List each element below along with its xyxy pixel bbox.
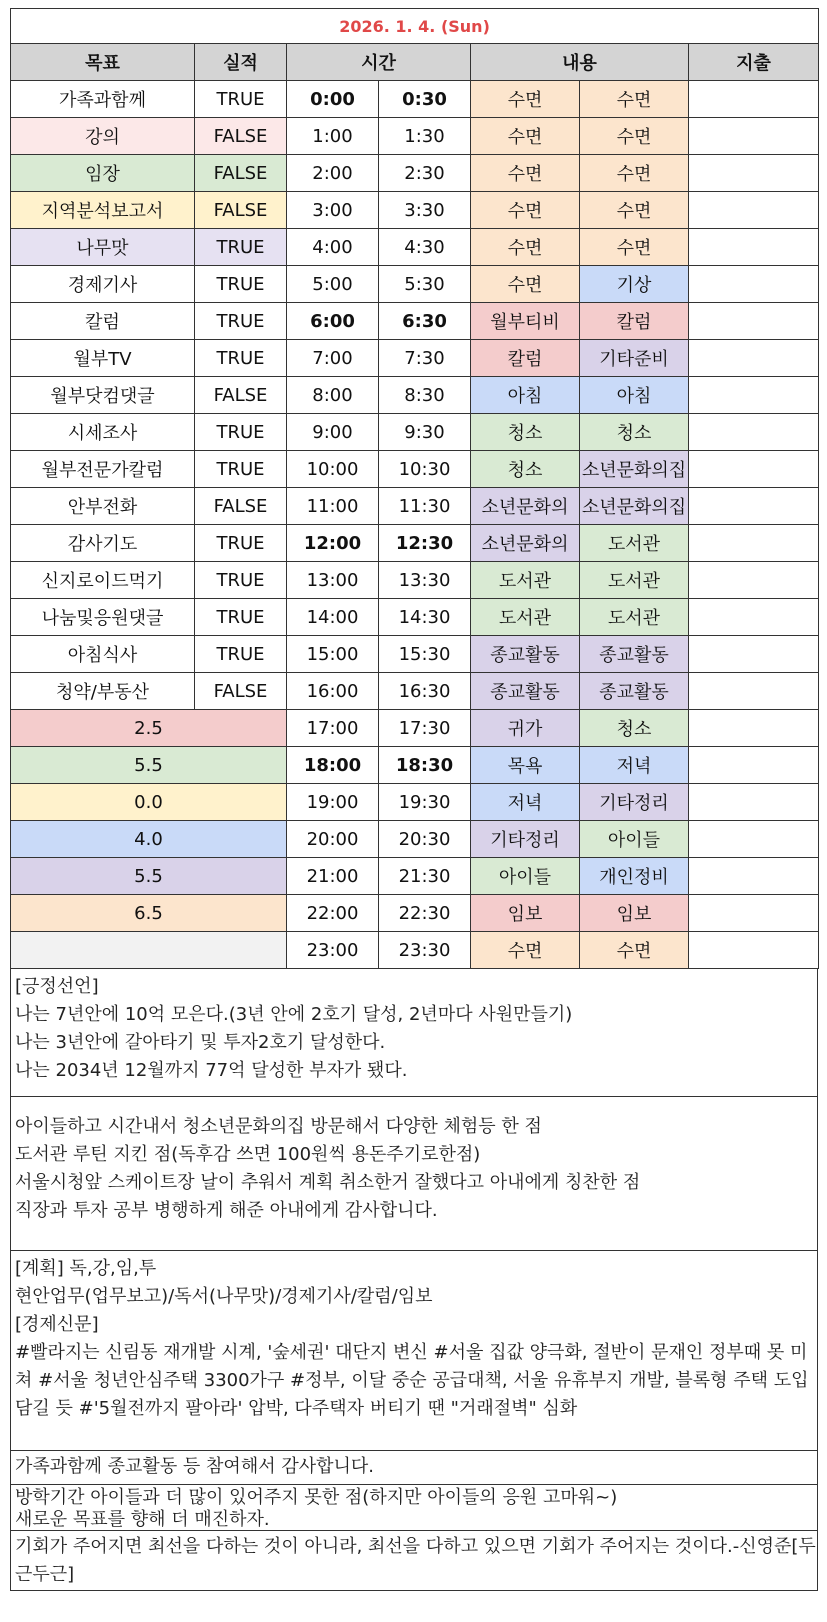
pledge-note[interactable]	[10, 969, 818, 1097]
activity-first-half[interactable]: 임보	[471, 895, 580, 932]
activity-second-half[interactable]: 종교활동	[580, 673, 689, 710]
activity-second-half[interactable]: 종교활동	[580, 636, 689, 673]
time-half-cell[interactable]: 11:30	[379, 488, 471, 525]
goal-cell[interactable]: 월부닷컴댓글	[11, 377, 195, 414]
expense-cell[interactable]	[689, 266, 819, 303]
activity-first-half[interactable]: 목욕	[471, 747, 580, 784]
activity-second-half[interactable]: 도서관	[580, 599, 689, 636]
time-start-cell[interactable]: 20:00	[287, 821, 379, 858]
expense-cell[interactable]	[689, 192, 819, 229]
activity-first-half[interactable]: 아침	[471, 377, 580, 414]
result-cell[interactable]: FALSE	[195, 377, 287, 414]
activity-second-half[interactable]: 수면	[580, 155, 689, 192]
activity-first-half[interactable]: 종교활동	[471, 636, 580, 673]
header-expense[interactable]: 지출	[689, 44, 819, 81]
schedule-row	[11, 118, 819, 155]
time-start-cell[interactable]: 1:00	[287, 118, 379, 155]
activity-first-half[interactable]: 수면	[471, 932, 580, 969]
header-content[interactable]: 내용	[471, 44, 689, 81]
expense-cell[interactable]	[689, 155, 819, 192]
time-half-cell[interactable]: 3:30	[379, 192, 471, 229]
time-start-cell[interactable]: 13:00	[287, 562, 379, 599]
time-half-cell[interactable]: 17:30	[379, 710, 471, 747]
expense-cell[interactable]	[689, 340, 819, 377]
time-start-cell[interactable]: 11:00	[287, 488, 379, 525]
activity-first-half[interactable]: 월부티비	[471, 303, 580, 340]
result-cell[interactable]: FALSE	[195, 673, 287, 710]
schedule-row	[11, 229, 819, 266]
pledge-line: 나는 7년안에 10억 모은다.(3년 안에 2호기 달성, 2년마다 사원만들기)	[15, 1004, 573, 1025]
time-start-cell[interactable]: 7:00	[287, 340, 379, 377]
result-cell[interactable]: FALSE	[195, 118, 287, 155]
summary-cell[interactable]	[11, 932, 287, 969]
thanks-line: 도서관 루틴 지킨 점(독후감 쓰면 100원씩 용돈주기로한점)	[15, 1144, 481, 1165]
schedule-row	[11, 673, 819, 710]
time-half-cell[interactable]: 0:30	[379, 81, 471, 118]
time-half-cell[interactable]: 9:30	[379, 414, 471, 451]
time-start-cell[interactable]: 0:00	[287, 81, 379, 118]
result-cell[interactable]: TRUE	[195, 229, 287, 266]
activity-second-half[interactable]: 저녁	[580, 747, 689, 784]
result-cell[interactable]: TRUE	[195, 599, 287, 636]
summary-cell[interactable]: 0.0	[11, 784, 287, 821]
expense-cell[interactable]	[689, 747, 819, 784]
schedule-row	[11, 784, 819, 821]
schedule-row	[11, 747, 819, 784]
activity-first-half[interactable]: 도서관	[471, 562, 580, 599]
activity-first-half[interactable]: 저녁	[471, 784, 580, 821]
result-cell[interactable]: TRUE	[195, 562, 287, 599]
plan-line: [계획] 독,강,임,투	[15, 1258, 157, 1279]
expense-cell[interactable]	[689, 562, 819, 599]
schedule-row	[11, 81, 819, 118]
result-cell[interactable]: TRUE	[195, 81, 287, 118]
activity-second-half[interactable]: 수면	[580, 118, 689, 155]
schedule-row	[11, 895, 819, 932]
time-start-cell[interactable]: 15:00	[287, 636, 379, 673]
goal-cell[interactable]: 안부전화	[11, 488, 195, 525]
time-half-cell[interactable]: 16:30	[379, 673, 471, 710]
schedule-row	[11, 710, 819, 747]
pledge-line: [긍정선언]	[15, 976, 99, 997]
time-half-cell[interactable]: 6:30	[379, 303, 471, 340]
result-cell[interactable]: FALSE	[195, 155, 287, 192]
daily-planner-sheet	[10, 8, 818, 1591]
schedule-table	[10, 8, 819, 969]
activity-first-half[interactable]: 수면	[471, 266, 580, 303]
expense-cell[interactable]	[689, 303, 819, 340]
summary-cell[interactable]: 6.5	[11, 895, 287, 932]
summary-cell[interactable]: 4.0	[11, 821, 287, 858]
time-start-cell[interactable]: 6:00	[287, 303, 379, 340]
reflection-line: 새로운 목표를 향해 더 매진하자.	[15, 1509, 270, 1530]
plan-line: 현안업무(업무보고)/독서(나무맛)/경제기사/칼럼/임보	[15, 1286, 433, 1307]
activity-second-half[interactable]: 수면	[580, 192, 689, 229]
thanks-line: 아이들하고 시간내서 청소년문화의집 방문해서 다양한 체험등 한 점	[15, 1116, 542, 1137]
goal-cell[interactable]: 나무맛	[11, 229, 195, 266]
schedule-row	[11, 451, 819, 488]
time-start-cell[interactable]: 3:00	[287, 192, 379, 229]
schedule-row	[11, 636, 819, 673]
plan-line: [경제신문]	[15, 1314, 99, 1335]
time-half-cell[interactable]: 4:30	[379, 229, 471, 266]
expense-cell[interactable]	[689, 377, 819, 414]
goal-cell[interactable]: 시세조사	[11, 414, 195, 451]
expense-cell[interactable]	[689, 710, 819, 747]
activity-first-half[interactable]: 종교활동	[471, 673, 580, 710]
quote-note[interactable]	[10, 1531, 818, 1591]
time-start-cell[interactable]: 18:00	[287, 747, 379, 784]
activity-second-half[interactable]: 청소	[580, 710, 689, 747]
time-half-cell[interactable]: 15:30	[379, 636, 471, 673]
expense-cell[interactable]	[689, 599, 819, 636]
goal-cell[interactable]: 경제기사	[11, 266, 195, 303]
schedule-row	[11, 340, 819, 377]
expense-cell[interactable]	[689, 895, 819, 932]
expense-cell[interactable]	[689, 118, 819, 155]
time-start-cell[interactable]: 8:00	[287, 377, 379, 414]
expense-cell[interactable]	[689, 858, 819, 895]
header-goal[interactable]: 목표	[11, 44, 195, 81]
time-half-cell[interactable]: 13:30	[379, 562, 471, 599]
activity-first-half[interactable]: 소년문화의	[471, 488, 580, 525]
time-half-cell[interactable]: 1:30	[379, 118, 471, 155]
goal-cell[interactable]: 아침식사	[11, 636, 195, 673]
goal-cell[interactable]: 신지로이드먹기	[11, 562, 195, 599]
time-half-cell[interactable]: 23:30	[379, 932, 471, 969]
time-half-cell[interactable]: 5:30	[379, 266, 471, 303]
schedule-row	[11, 858, 819, 895]
reflection-note[interactable]	[10, 1485, 818, 1531]
thanks-note[interactable]	[10, 1097, 818, 1251]
time-start-cell[interactable]: 5:00	[287, 266, 379, 303]
time-start-cell[interactable]: 14:00	[287, 599, 379, 636]
activity-first-half[interactable]: 도서관	[471, 599, 580, 636]
activity-second-half[interactable]: 수면	[580, 932, 689, 969]
time-start-cell[interactable]: 22:00	[287, 895, 379, 932]
activity-second-half[interactable]: 기상	[580, 266, 689, 303]
schedule-row	[11, 562, 819, 599]
result-cell[interactable]: FALSE	[195, 488, 287, 525]
summary-cell[interactable]: 2.5	[11, 710, 287, 747]
activity-first-half[interactable]: 수면	[471, 118, 580, 155]
schedule-row	[11, 599, 819, 636]
activity-second-half[interactable]: 아침	[580, 377, 689, 414]
time-start-cell[interactable]: 21:00	[287, 858, 379, 895]
time-start-cell[interactable]: 4:00	[287, 229, 379, 266]
time-half-cell[interactable]: 2:30	[379, 155, 471, 192]
activity-second-half[interactable]: 아이들	[580, 821, 689, 858]
time-start-cell[interactable]: 10:00	[287, 451, 379, 488]
schedule-row	[11, 932, 819, 969]
activity-first-half[interactable]: 수면	[471, 229, 580, 266]
time-start-cell[interactable]: 19:00	[287, 784, 379, 821]
activity-second-half[interactable]: 도서관	[580, 562, 689, 599]
result-cell[interactable]: FALSE	[195, 192, 287, 229]
schedule-row	[11, 488, 819, 525]
goal-cell[interactable]: 월부전문가칼럼	[11, 451, 195, 488]
result-cell[interactable]: TRUE	[195, 266, 287, 303]
activity-second-half[interactable]: 수면	[580, 229, 689, 266]
goal-cell[interactable]: 강의	[11, 118, 195, 155]
expense-cell[interactable]	[689, 525, 819, 562]
goal-cell[interactable]: 칼럼	[11, 303, 195, 340]
expense-cell[interactable]	[689, 821, 819, 858]
time-half-cell[interactable]: 8:30	[379, 377, 471, 414]
result-cell[interactable]: TRUE	[195, 340, 287, 377]
time-half-cell[interactable]: 20:30	[379, 821, 471, 858]
activity-second-half[interactable]: 개인정비	[580, 858, 689, 895]
activity-second-half[interactable]: 칼럼	[580, 303, 689, 340]
activity-second-half[interactable]: 기타정리	[580, 784, 689, 821]
time-half-cell[interactable]: 22:30	[379, 895, 471, 932]
time-start-cell[interactable]: 2:00	[287, 155, 379, 192]
activity-first-half[interactable]: 수면	[471, 81, 580, 118]
reflection-line: 방학기간 아이들과 더 많이 있어주지 못한 점(하지만 아이들의 응원 고마워~)	[15, 1487, 618, 1508]
plan-note[interactable]	[10, 1251, 818, 1451]
result-cell[interactable]: TRUE	[195, 525, 287, 562]
header-time[interactable]: 시간	[287, 44, 471, 81]
expense-cell[interactable]	[689, 414, 819, 451]
time-half-cell[interactable]: 7:30	[379, 340, 471, 377]
result-cell[interactable]: TRUE	[195, 303, 287, 340]
pledge-line: 나는 3년안에 갈아타기 및 투자2호기 달성한다.	[15, 1032, 386, 1053]
goal-cell[interactable]: 감사기도	[11, 525, 195, 562]
activity-first-half[interactable]: 귀가	[471, 710, 580, 747]
time-start-cell[interactable]: 12:00	[287, 525, 379, 562]
activity-first-half[interactable]: 청소	[471, 414, 580, 451]
expense-cell[interactable]	[689, 229, 819, 266]
activity-first-half[interactable]: 소년문화의	[471, 525, 580, 562]
expense-cell[interactable]	[689, 81, 819, 118]
time-half-cell[interactable]: 10:30	[379, 451, 471, 488]
schedule-row	[11, 266, 819, 303]
schedule-row	[11, 377, 819, 414]
time-half-cell[interactable]: 12:30	[379, 525, 471, 562]
activity-second-half[interactable]: 수면	[580, 81, 689, 118]
pledge-line: 나는 2034년 12월까지 77억 달성한 부자가 됐다.	[15, 1060, 408, 1081]
goal-cell[interactable]: 청약/부동산	[11, 673, 195, 710]
gratitude-line: 가족과함께 종교활동 등 참여해서 감사합니다.	[15, 1456, 374, 1477]
activity-second-half[interactable]: 청소	[580, 414, 689, 451]
time-half-cell[interactable]: 19:30	[379, 784, 471, 821]
activity-second-half[interactable]: 소년문화의집	[580, 451, 689, 488]
activity-second-half[interactable]: 도서관	[580, 525, 689, 562]
time-half-cell[interactable]: 14:30	[379, 599, 471, 636]
schedule-row	[11, 303, 819, 340]
gratitude-note[interactable]	[10, 1451, 818, 1485]
activity-second-half[interactable]: 소년문화의집	[580, 488, 689, 525]
quote-text: 기회가 주어지면 최선을 다하는 것이 아니라, 최선을 다하고 있으면 기회가 주어지는 것이다.-신영준[두근두근]	[15, 1536, 816, 1585]
activity-first-half[interactable]: 수면	[471, 155, 580, 192]
activity-first-half[interactable]: 아이들	[471, 858, 580, 895]
schedule-row	[11, 525, 819, 562]
schedule-row	[11, 155, 819, 192]
schedule-row	[11, 414, 819, 451]
expense-cell[interactable]	[689, 488, 819, 525]
schedule-row	[11, 821, 819, 858]
expense-cell[interactable]	[689, 451, 819, 488]
time-half-cell[interactable]: 18:30	[379, 747, 471, 784]
expense-cell[interactable]	[689, 673, 819, 710]
thanks-line: 서울시청앞 스케이트장 날이 추워서 계획 취소한거 잘했다고 아내에게 칭찬한 점	[15, 1172, 641, 1193]
time-start-cell[interactable]: 16:00	[287, 673, 379, 710]
summary-cell[interactable]: 5.5	[11, 747, 287, 784]
time-half-cell[interactable]: 21:30	[379, 858, 471, 895]
activity-second-half[interactable]: 기타준비	[580, 340, 689, 377]
goal-cell[interactable]: 지역분석보고서	[11, 192, 195, 229]
schedule-row	[11, 192, 819, 229]
time-start-cell[interactable]: 23:00	[287, 932, 379, 969]
news-headlines: #빨라지는 신림동 재개발 시계, '숲세권' 대단지 변신 #서울 집값 양극화, 절반이 문재인 정부때 못 미쳐 #서울 청년안심주택 3300가구 #정부, 이달 중순 공급대책, 서울 유휴부지 개발, 블록형 주택 도입 담길 듯 #'5월전까지 팔아라' 압박, 다주택자 버티기 땐 "거래절벽" 심화	[15, 1342, 809, 1419]
result-cell[interactable]: TRUE	[195, 451, 287, 488]
activity-first-half[interactable]: 기타정리	[471, 821, 580, 858]
header-result[interactable]: 실적	[195, 44, 287, 81]
goal-cell[interactable]: 월부TV	[11, 340, 195, 377]
expense-cell[interactable]	[689, 636, 819, 673]
time-start-cell[interactable]: 9:00	[287, 414, 379, 451]
date-cell[interactable]: 2026. 1. 4. (Sun)	[11, 9, 819, 44]
thanks-line: 직장과 투자 공부 병행하게 해준 아내에게 감사합니다.	[15, 1200, 438, 1221]
activity-first-half[interactable]: 칼럼	[471, 340, 580, 377]
summary-cell[interactable]: 5.5	[11, 858, 287, 895]
time-start-cell[interactable]: 17:00	[287, 710, 379, 747]
goal-cell[interactable]: 가족과함께	[11, 81, 195, 118]
activity-first-half[interactable]: 청소	[471, 451, 580, 488]
result-cell[interactable]: TRUE	[195, 636, 287, 673]
date-row	[11, 9, 819, 44]
header-row	[11, 44, 819, 81]
activity-second-half[interactable]: 임보	[580, 895, 689, 932]
expense-cell[interactable]	[689, 932, 819, 969]
result-cell[interactable]: TRUE	[195, 414, 287, 451]
goal-cell[interactable]: 나눔및응원댓글	[11, 599, 195, 636]
activity-first-half[interactable]: 수면	[471, 192, 580, 229]
expense-cell[interactable]	[689, 784, 819, 821]
goal-cell[interactable]: 임장	[11, 155, 195, 192]
